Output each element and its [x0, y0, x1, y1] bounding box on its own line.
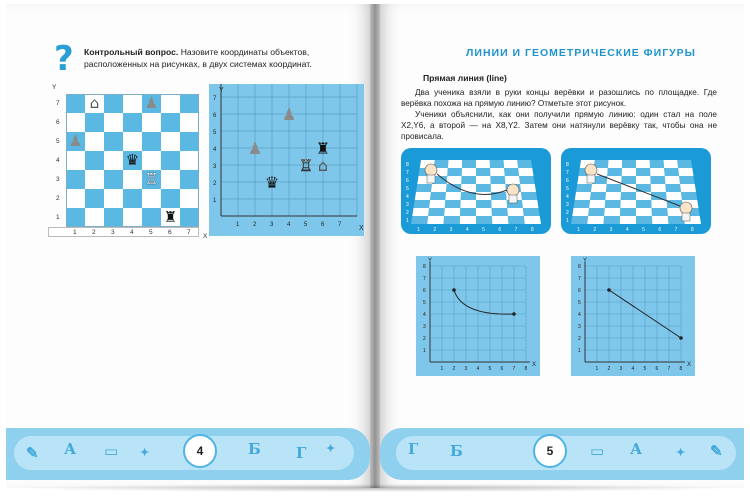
house-icon: ⌂ [317, 156, 329, 175]
x-tick-label: 2 [593, 227, 597, 233]
chess-rook-white-icon: ♖ [298, 156, 314, 175]
x-tick-label: 1 [236, 222, 240, 228]
board-square [607, 168, 622, 176]
board-square [427, 216, 444, 224]
board-square [476, 168, 490, 176]
x-tick-label: 3 [619, 366, 623, 372]
x-tick-label: 3 [449, 227, 453, 233]
x-tick-label: 7 [667, 366, 671, 372]
board-square [445, 192, 461, 200]
board-square [605, 200, 621, 208]
board-square [575, 192, 591, 200]
chess-queen-icon: ♛ [125, 151, 140, 169]
board-square [677, 160, 692, 168]
y-tick-label: 3 [213, 164, 217, 170]
chess-rook-black-icon: ♜ [163, 208, 178, 226]
y-tick-label: 1 [566, 218, 569, 224]
board-square [460, 216, 476, 224]
x-tick-label: 1 [417, 227, 420, 233]
y-tick-label: 8 [578, 264, 581, 270]
checkered-playground [401, 148, 551, 234]
board-square [490, 176, 505, 184]
board-square [524, 216, 541, 224]
board-square [447, 168, 462, 176]
child-head [425, 164, 437, 176]
x-tick-label: 6 [498, 227, 502, 233]
y-tick-label: 8 [406, 162, 409, 168]
x-axis-label: X [532, 362, 537, 368]
y-tick-label: 6 [566, 178, 569, 184]
chess-pawn-gray-icon: ♟ [281, 105, 297, 124]
board-square [604, 216, 621, 224]
board-square [679, 176, 695, 184]
y-tick-label: 6 [56, 119, 60, 126]
y-tick-label: 1 [423, 348, 426, 354]
x-tick-label: 2 [92, 229, 96, 236]
board-square [411, 216, 428, 224]
y-tick-label: 1 [406, 218, 409, 224]
y-tick-label: 7 [213, 96, 217, 102]
letter-decoration: А [630, 440, 643, 458]
board-square [461, 176, 476, 184]
playground-scene-1 [401, 148, 551, 234]
star-icon: ✦ [140, 446, 150, 459]
x-axis-label: X [203, 233, 208, 240]
chess-pawn-gray-icon: ♟ [247, 139, 263, 158]
board-square [650, 160, 664, 168]
board-square [508, 216, 525, 224]
x-tick-label: 4 [631, 366, 635, 372]
board-square [444, 208, 460, 216]
board-square [507, 208, 524, 216]
checkered-playground [561, 148, 711, 234]
board-square [664, 168, 679, 176]
board-square [652, 208, 668, 216]
paragraph-1: Два ученика взяли в руки концы верёвки и разошлись по площадке. Где верёвка похожа на прямую линию? Отметьте этот рисунок. [401, 88, 717, 108]
house-icon: ⌂ [89, 94, 100, 112]
board-square [416, 184, 432, 192]
board-square [520, 184, 536, 192]
y-tick-label: 6 [213, 113, 217, 119]
board-square [636, 208, 652, 216]
board-square [460, 208, 476, 216]
page-number-left: 4 [183, 434, 217, 468]
board-square [476, 160, 490, 168]
board-square [590, 192, 606, 200]
board-square [651, 184, 666, 192]
board-square [666, 192, 682, 200]
x-tick-label: 3 [270, 222, 274, 228]
x-tick-label: 6 [655, 366, 659, 372]
child-head [507, 184, 519, 196]
x-tick-label: 5 [643, 366, 647, 372]
board-square [431, 184, 447, 192]
board-square [636, 160, 650, 168]
board-square [476, 192, 491, 200]
board-square [490, 160, 504, 168]
y-tick-label: 4 [566, 194, 569, 200]
y-tick-label: 3 [578, 324, 581, 330]
board-square [412, 208, 429, 216]
x-tick-label: 4 [287, 222, 291, 228]
y-tick-label: 4 [406, 194, 409, 200]
board-square [504, 160, 519, 168]
y-axis-label: Y [219, 87, 224, 94]
letter-decoration: Б [450, 442, 463, 460]
letter-decoration: Г [296, 444, 307, 462]
y-tick-label: 5 [578, 300, 581, 306]
x-tick-label: 2 [433, 227, 437, 233]
chess-pawn-gray-icon: ♟ [144, 94, 159, 112]
control-question [84, 46, 366, 70]
y-tick-label: 5 [56, 138, 60, 145]
board-square [665, 184, 681, 192]
y-tick-label: 5 [566, 186, 569, 192]
y-tick-label: 4 [213, 147, 217, 153]
y-tick-label: 5 [213, 130, 217, 136]
board-square [517, 160, 532, 168]
child-head [585, 164, 597, 176]
x-tick-label: 7 [187, 229, 191, 236]
y-tick-label: 3 [56, 176, 60, 183]
y-tick-label: 4 [423, 312, 426, 318]
x-tick-label: 7 [512, 366, 516, 372]
start-point [607, 288, 611, 292]
board-square [476, 200, 492, 208]
x-tick-label: 5 [149, 229, 153, 236]
y-tick-label: 7 [406, 170, 409, 176]
board-square [448, 160, 462, 168]
playground-scene-2 [561, 148, 711, 234]
board-square [505, 176, 520, 184]
x-tick-label: 6 [658, 227, 662, 233]
child-body [509, 195, 517, 203]
board-square [636, 168, 650, 176]
y-tick-label: 2 [213, 181, 217, 187]
child-body [427, 175, 435, 183]
y-axis-label: Y [583, 258, 588, 264]
y-tick-label: 7 [423, 276, 426, 282]
coordinate-grid-panel [209, 84, 364, 236]
board-square [680, 184, 696, 192]
y-tick-label: 1 [213, 198, 217, 204]
x-tick-label: 3 [464, 366, 468, 372]
board-square [587, 216, 604, 224]
board-square [652, 216, 669, 224]
question-text: Назовите координаты объектов, расположенных на рисунках, в двух системах координат. [84, 47, 312, 69]
board-square [665, 176, 680, 184]
x-tick-label: 1 [577, 227, 580, 233]
x-tick-label: 2 [452, 366, 456, 372]
board-square [492, 216, 509, 224]
y-tick-label: 6 [578, 288, 581, 294]
graph-panel-2 [571, 256, 695, 376]
board-square [621, 192, 636, 200]
board-square [636, 200, 652, 208]
x-tick-label: 8 [524, 366, 528, 372]
x-tick-label: 2 [253, 222, 257, 228]
board-square [574, 200, 591, 208]
board-square [430, 192, 446, 200]
y-tick-label: 8 [566, 162, 569, 168]
start-point [452, 288, 456, 292]
board-square [445, 200, 461, 208]
question-mark-icon: ? [54, 39, 74, 79]
child-body [682, 213, 690, 221]
chess-pawn-gray-icon: ♟ [68, 132, 83, 150]
board-square [589, 200, 605, 208]
open-book [6, 4, 744, 488]
board-square [460, 200, 476, 208]
pencil-icon: ✎ [710, 442, 723, 460]
y-tick-label: 1 [578, 348, 581, 354]
line-graph-2 [571, 256, 695, 376]
y-tick-label: 2 [578, 336, 581, 342]
page-number-right: 5 [533, 434, 567, 468]
section-subtitle: Прямая линия (line) [423, 73, 507, 83]
chess-rook-black-icon: ♜ [315, 139, 331, 158]
x-tick-label: 2 [607, 366, 611, 372]
x-tick-label: 6 [321, 222, 325, 228]
x-tick-label: 4 [130, 229, 134, 236]
board-square [521, 192, 537, 200]
chess-board [48, 84, 208, 240]
y-tick-label: 2 [423, 336, 426, 342]
y-tick-label: 6 [406, 178, 409, 184]
board-square [591, 184, 607, 192]
x-tick-label: 8 [690, 227, 694, 233]
board-square [523, 208, 540, 216]
board-square [462, 160, 476, 168]
board-square [606, 184, 621, 192]
board-square [620, 200, 636, 208]
board-square [650, 176, 665, 184]
board-square [476, 208, 492, 216]
x-tick-label: 4 [625, 227, 629, 233]
board-square [621, 176, 636, 184]
board-square [636, 216, 652, 224]
board-square [620, 216, 636, 224]
board-square [518, 168, 533, 176]
board-square [462, 168, 476, 176]
board-square [428, 208, 445, 216]
x-tick-label: 5 [482, 227, 485, 233]
board-square [605, 192, 621, 200]
x-tick-label: 8 [530, 227, 534, 233]
y-tick-label: 3 [423, 324, 426, 330]
board-square [588, 208, 605, 216]
book-icon: ▭ [104, 442, 119, 460]
board-square [608, 160, 622, 168]
y-axis-label: Y [428, 258, 433, 264]
board-square [664, 160, 679, 168]
x-tick-label: 7 [514, 227, 518, 233]
board-square [476, 176, 491, 184]
board-square [576, 184, 592, 192]
board-square [522, 200, 539, 208]
x-tick-label: 7 [338, 222, 342, 228]
y-tick-label: 7 [578, 276, 581, 282]
y-tick-label: 5 [423, 300, 426, 306]
pencil-icon: ✎ [26, 444, 39, 462]
y-tick-label: 7 [56, 100, 60, 107]
board-square [636, 184, 651, 192]
y-tick-label: 1 [56, 214, 60, 221]
letter-decoration: А [64, 440, 77, 458]
end-point [679, 336, 683, 340]
y-tick-label: 4 [578, 312, 581, 318]
y-tick-label: 5 [406, 186, 409, 192]
board-square [504, 168, 519, 176]
board-square [519, 176, 535, 184]
board-square [490, 168, 505, 176]
paragraph-2: Ученики объяснили, как они получили прямую линию: один стал на поле X2,Y6, а второй — на X8,Y2. Затем они натянули верёвку так, чтобы она не провисала. [401, 110, 717, 141]
y-tick-label: 8 [423, 264, 426, 270]
board-square [571, 216, 588, 224]
book-shadow [10, 484, 740, 492]
x-tick-label: 3 [609, 227, 613, 233]
star-icon: ✦ [676, 446, 686, 459]
board-square [444, 216, 461, 224]
left-page [6, 4, 375, 488]
board-square [476, 184, 491, 192]
book-icon: ▭ [590, 442, 605, 460]
y-tick-label: 3 [406, 202, 409, 208]
board-square [620, 208, 636, 216]
x-tick-label: 5 [642, 227, 645, 233]
y-tick-label: 2 [566, 210, 569, 216]
board-square [681, 192, 697, 200]
end-point [512, 312, 516, 316]
y-tick-label: 4 [56, 157, 60, 164]
chess-queen-icon: ♛ [264, 173, 280, 192]
x-tick-label: 1 [595, 366, 599, 372]
x-tick-label: 8 [679, 366, 683, 372]
board-square [476, 216, 492, 224]
x-axis-label: X [359, 225, 364, 232]
line-graph-1 [416, 256, 540, 376]
board-square [491, 200, 507, 208]
board-square [429, 200, 445, 208]
x-tick-label: 5 [488, 366, 492, 372]
page-title: ЛИНИИ И ГЕОМЕТРИЧЕСКИЕ ФИГУРЫ [466, 47, 696, 59]
board-square [492, 208, 508, 216]
x-tick-label: 3 [111, 229, 115, 236]
x-tick-label: 7 [674, 227, 678, 233]
child-head [680, 202, 692, 214]
question-heading: Контрольный вопрос. [84, 47, 179, 57]
board-square [678, 168, 693, 176]
coordinate-grid [209, 84, 364, 236]
x-tick-label: 6 [500, 366, 504, 372]
book-spine [370, 4, 380, 488]
board-square [491, 192, 507, 200]
board-square [414, 200, 431, 208]
y-tick-label: 2 [406, 210, 409, 216]
x-tick-label: 6 [168, 229, 172, 236]
board-square [604, 208, 620, 216]
board-square [415, 192, 431, 200]
graph-panel-1 [416, 256, 540, 376]
board-square [622, 168, 636, 176]
board-square [636, 176, 651, 184]
x-tick-label: 5 [304, 222, 308, 228]
star-icon: ✦ [326, 442, 336, 455]
x-axis-label: X [687, 362, 692, 368]
x-tick-bar [48, 227, 199, 237]
x-tick-label: 1 [440, 366, 444, 372]
child-body [587, 175, 595, 183]
x-tick-label: 4 [465, 227, 469, 233]
board-square [636, 192, 651, 200]
y-axis-label: Y [52, 84, 57, 91]
board-square [622, 160, 636, 168]
board-square [572, 208, 589, 216]
letter-decoration: Б [248, 440, 261, 458]
y-tick-label: 3 [566, 202, 569, 208]
right-page [375, 4, 744, 488]
y-tick-label: 6 [423, 288, 426, 294]
board-square [651, 200, 667, 208]
x-tick-label: 4 [476, 366, 480, 372]
letter-decoration: Г [408, 440, 419, 458]
x-tick-label: 1 [73, 229, 77, 236]
y-tick-label: 7 [566, 170, 569, 176]
y-tick-label: 2 [56, 195, 60, 202]
board-square [650, 168, 665, 176]
task-text [401, 87, 717, 142]
chess-rook-white-icon: ♖ [144, 170, 159, 188]
